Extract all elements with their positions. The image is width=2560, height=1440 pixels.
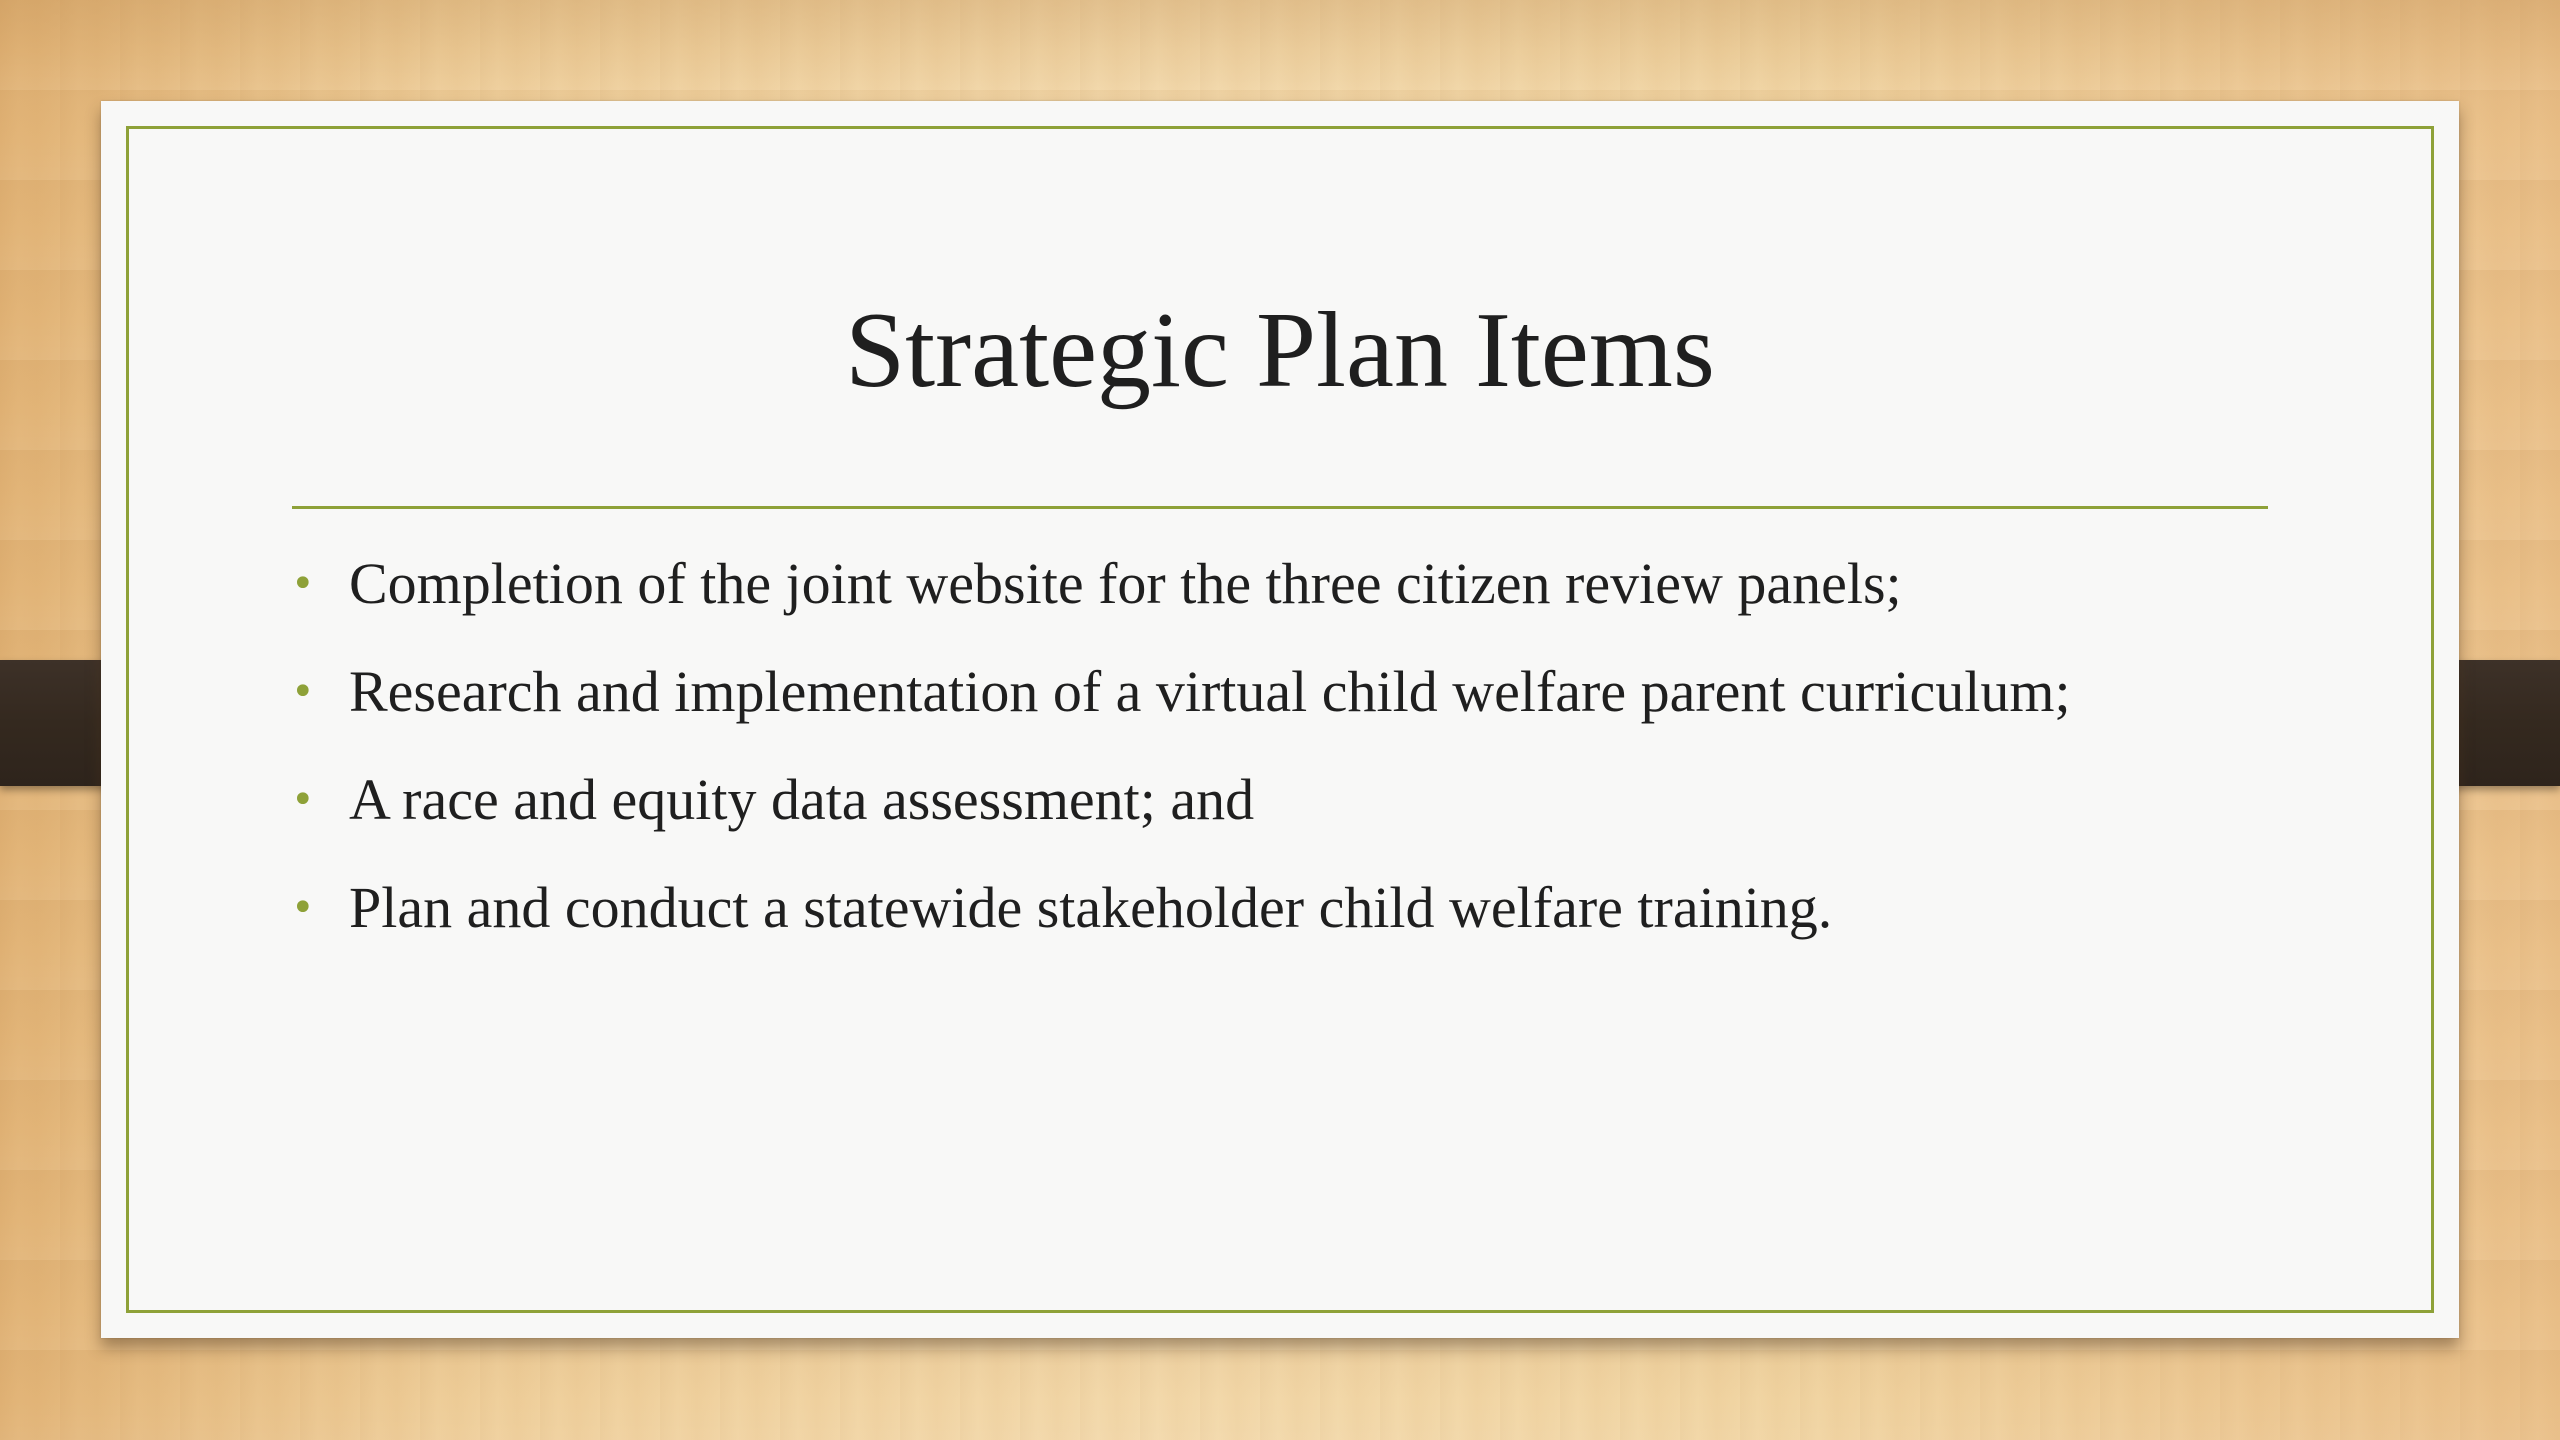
bullet-dot-icon: • [291,885,315,931]
bullet-text: Research and implementation of a virtual child welfare parent curriculum; [349,659,2071,724]
bullet-dot-icon: • [291,669,315,715]
slide-canvas [101,101,2459,1338]
bullet-item [291,649,2309,757]
bullet-item [291,757,2309,865]
bullet-item [291,541,2309,649]
bullet-text: A race and equity data assessment; and [349,767,1255,832]
slide-title: Strategic Plan Items [845,291,1715,410]
bullet-dot-icon: • [291,777,315,823]
bullet-item [291,865,2309,973]
bullet-text: Completion of the joint website for the three citizen review panels; [349,551,1902,616]
bullet-list [291,541,2309,973]
wood-background-top [0,0,2560,100]
bullet-text: Plan and conduct a statewide stakeholder child welfare training. [349,875,1833,940]
bullet-dot-icon: • [291,561,315,607]
title-divider [292,506,2268,509]
